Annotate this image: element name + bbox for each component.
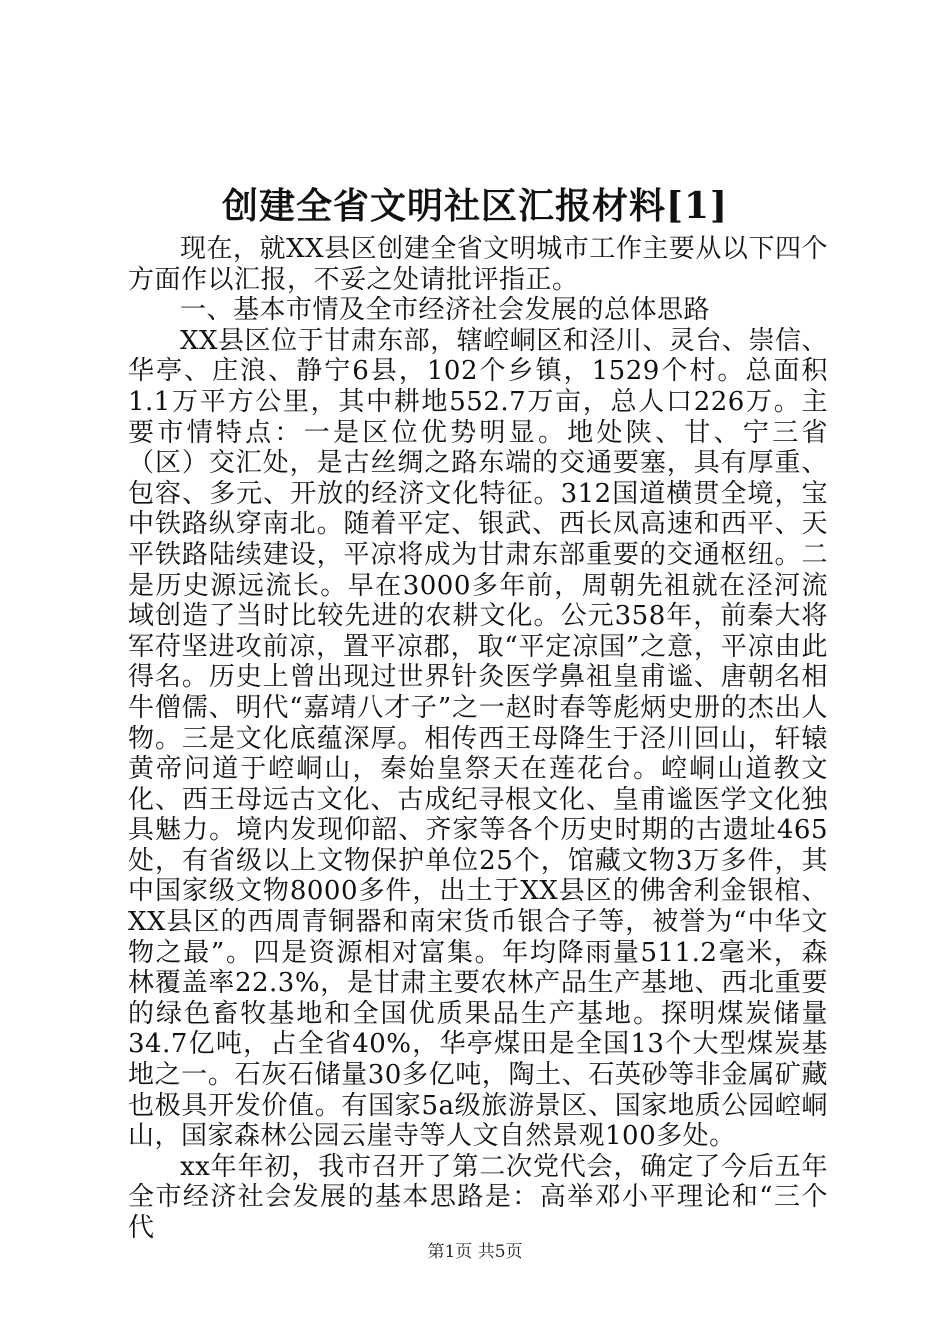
page-footer: 第1页 共5页: [427, 1242, 523, 1262]
section-heading: 一、基本市情及全市经济社会发展的总体思路: [180, 295, 711, 326]
city-overview-paragraph: XX县区位于甘肃东部，辖崆峒区和泾川、灵台、崇信、华亭、庄浪、静宁6县，102个乡镇，1529个村。总面积1.1万平方公里，其中耕地552.7万亩，总人口226万。主要市情特点：一是区位优势明显。地处陕、甘、宁三省（区）交汇处，是古丝绸之路东端的交通要塞，具有厚重、包容、多元、开放的经济文化特征。312国道横贯全境，宝中铁路纵穿南北。随着平定、银武、西长凤高速和西平、天平铁路陆续建设，平凉将成为甘肃东部重要的交通枢纽。二是历史源远流长。早在3000多年前，周朝先祖就在泾河流域创造了当时比较先进的农耕文化。公元358年，前秦大将军苻坚进攻前凉，置平凉郡，取“平定凉国”之意，平凉由此得名。历史上曾出现过世界针灸医学鼻祖皇甫谧、唐朝名相牛僧儒、明代“嘉靖八才子”之一赵时春等彪炳史册的杰出人物。三是文化底蕴深厚。相传西王母降生于泾川回山，轩辕黄帝问道于崆峒山，秦始皇祭天在莲花台。崆峒山道教文化、西王母远古文化、古成纪寻根文化、皇甫谧医学文化独具魅力。境内发现仰韶、齐家等各个历史时期的古遗址465处，有省级以上文物保护单位25个，馆藏文物3万多件，其中国家级文物8000多件，出土于XX县区的佛舍利金银棺、XX县区的西周青铜器和南宋货币银合子等，被誉为“中华文物之最”。四是资源相对富集。年均降雨量511.2毫米，森林覆盖率22.3%，是甘肃主要农林产品生产基地、西北重要的绿色畜牧基地和全国优质果品生产基地。探明煤炭储量34.7亿吨，占全省40%，华亭煤田是全国13个大型煤炭基地之一。石灰石储量30多亿吨，陶土、石英砂等非金属矿藏也极具开发价值。有国家5a级旅游景区、国家地质公园崆峒山，国家森林公园云崖寺等人文自然景观100多处。: [128, 325, 828, 1152]
document-body: [128, 234, 828, 1244]
intro-paragraph: 现在，就XX县区创建全省文明城市工作主要从以下四个方面作以汇报，不妥之处请批评指正。: [128, 234, 828, 295]
document-title: 创建全省文明社区汇报材料[1]: [221, 185, 729, 227]
development-plan-paragraph: xx年年初，我市召开了第二次党代会，确定了今后五年全市经济社会发展的基本思路是：高举邓小平理论和“三个代: [128, 1151, 828, 1243]
